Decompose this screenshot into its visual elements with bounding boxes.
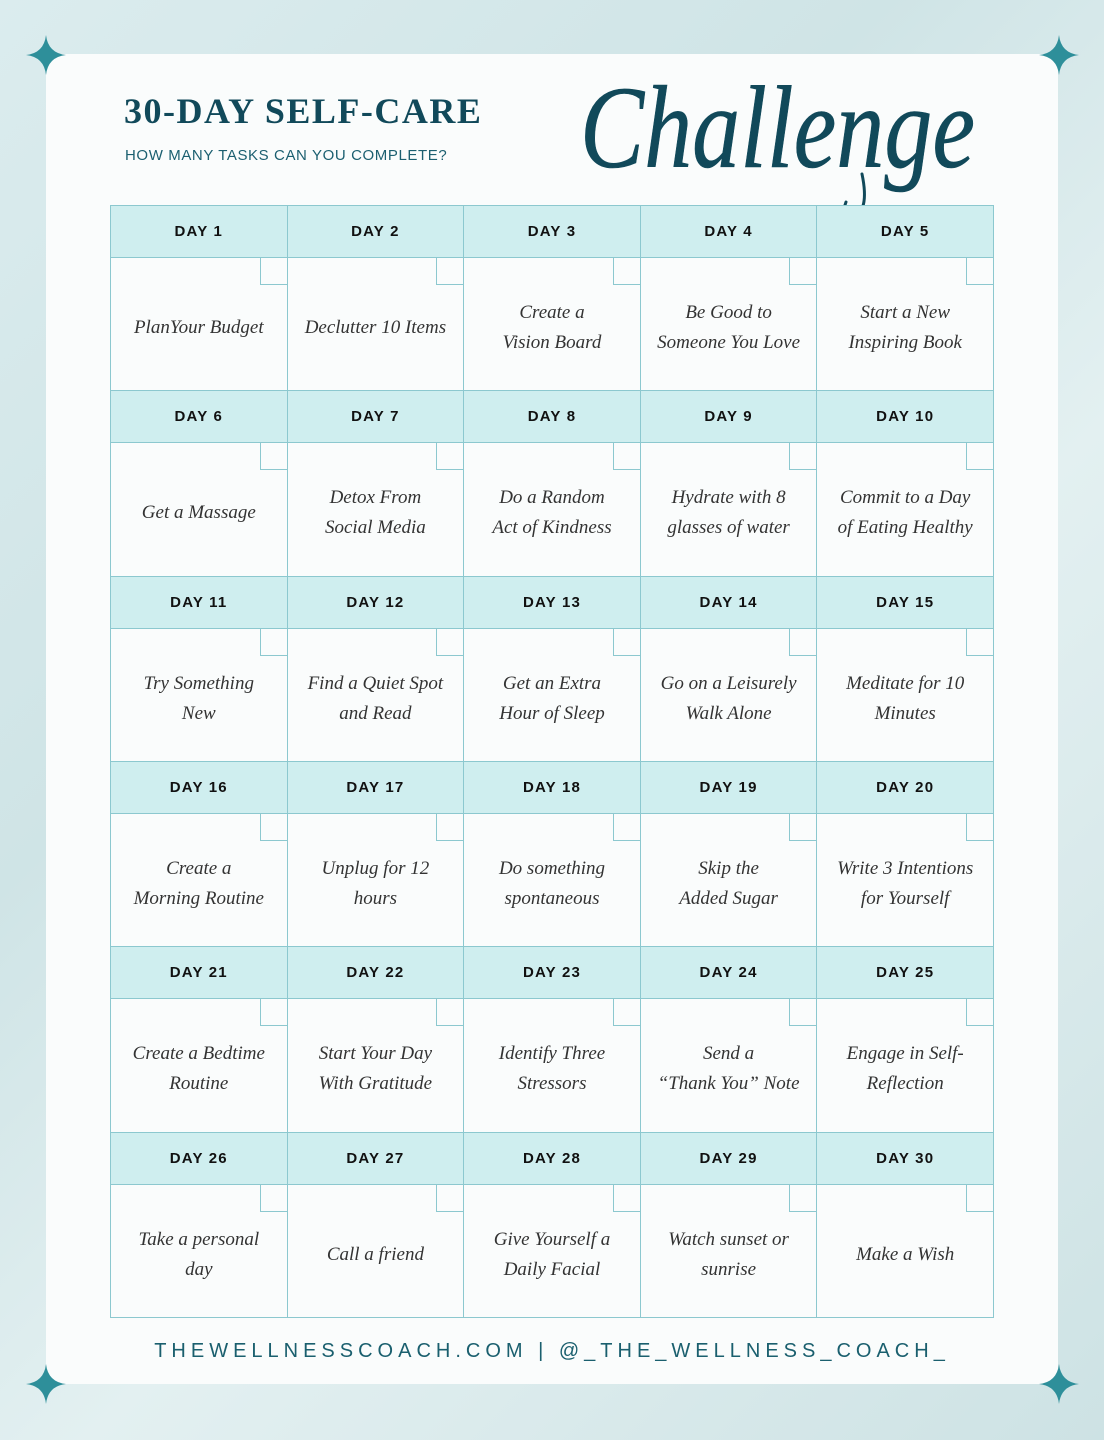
task-text: Declutter 10 Items <box>304 317 447 339</box>
day-label: DAY 8 <box>464 391 640 443</box>
day-cell <box>111 762 288 947</box>
task-box <box>641 629 817 761</box>
task-checkbox[interactable] <box>789 1185 816 1212</box>
task-checkbox[interactable] <box>436 443 463 470</box>
task-checkbox[interactable] <box>260 629 287 656</box>
task-text: Hydrate with 8 glasses of water <box>667 487 790 539</box>
challenge-script-text: Challenge <box>580 62 975 193</box>
task-box <box>111 629 287 761</box>
day-label: DAY 30 <box>817 1133 993 1185</box>
task-text: Identify Three Stressors <box>498 1043 606 1095</box>
day-cell <box>288 947 465 1132</box>
day-cell <box>288 577 465 762</box>
task-text: Go on a Leisurely Walk Alone <box>660 672 797 724</box>
task-checkbox[interactable] <box>260 443 287 470</box>
day-label: DAY 12 <box>288 577 464 629</box>
task-checkbox[interactable] <box>966 629 993 656</box>
task-checkbox[interactable] <box>436 999 463 1026</box>
task-text: Start Your Day With Gratitude <box>318 1043 433 1095</box>
page-title: 30-DAY SELF-CARE <box>124 91 483 131</box>
day-cell <box>111 391 288 576</box>
task-box <box>817 258 993 390</box>
task-checkbox[interactable] <box>789 443 816 470</box>
day-cell <box>464 1133 641 1318</box>
task-box <box>641 1185 817 1317</box>
task-text: Give Yourself a Daily Facial <box>493 1228 611 1280</box>
day-label: DAY 22 <box>288 947 464 999</box>
task-text: Send a “Thank You” Note <box>657 1043 800 1095</box>
day-label: DAY 17 <box>288 762 464 814</box>
day-cell <box>817 391 994 576</box>
task-box <box>641 258 817 390</box>
day-cell <box>464 762 641 947</box>
day-label: DAY 13 <box>464 577 640 629</box>
day-cell <box>288 762 465 947</box>
task-text: Engage in Self- Reflection <box>846 1043 964 1095</box>
day-cell <box>464 206 641 391</box>
day-cell <box>817 762 994 947</box>
task-text: Get a Massage <box>141 502 256 524</box>
day-label: DAY 16 <box>111 762 287 814</box>
day-label: DAY 11 <box>111 577 287 629</box>
day-label: DAY 24 <box>641 947 817 999</box>
task-checkbox[interactable] <box>966 258 993 285</box>
day-cell <box>288 206 465 391</box>
task-text: Find a Quiet Spot and Read <box>307 672 444 724</box>
day-label: DAY 9 <box>641 391 817 443</box>
task-box <box>288 629 464 761</box>
task-box <box>464 258 640 390</box>
day-cell <box>464 391 641 576</box>
day-cell <box>288 391 465 576</box>
day-cell <box>111 1133 288 1318</box>
task-box <box>288 1185 464 1317</box>
task-box <box>817 443 993 575</box>
day-label: DAY 20 <box>817 762 993 814</box>
task-text: Write 3 Intentions for Yourself <box>837 858 974 910</box>
task-text: Get an Extra Hour of Sleep <box>499 672 605 724</box>
task-text: Make a Wish <box>856 1243 955 1265</box>
task-text: Be Good to Someone You Love <box>657 302 801 354</box>
task-checkbox[interactable] <box>260 814 287 841</box>
task-checkbox[interactable] <box>966 999 993 1026</box>
task-checkbox[interactable] <box>260 999 287 1026</box>
task-box <box>111 999 287 1131</box>
day-label: DAY 15 <box>817 577 993 629</box>
task-text: Create a Bedtime Routine <box>132 1043 265 1095</box>
task-checkbox[interactable] <box>260 258 287 285</box>
task-text: Commit to a Day of Eating Healthy <box>837 487 973 539</box>
day-label: DAY 23 <box>464 947 640 999</box>
day-label: DAY 14 <box>641 577 817 629</box>
day-label: DAY 21 <box>111 947 287 999</box>
day-label: DAY 2 <box>288 206 464 258</box>
day-label: DAY 4 <box>641 206 817 258</box>
task-box <box>641 814 817 946</box>
task-text: Create a Morning Routine <box>133 858 264 910</box>
task-box <box>817 999 993 1131</box>
task-box <box>817 629 993 761</box>
task-checkbox[interactable] <box>436 814 463 841</box>
task-checkbox[interactable] <box>966 814 993 841</box>
day-cell <box>641 1133 818 1318</box>
task-text: Do a Random Act of Kindness <box>492 487 612 539</box>
day-cell <box>817 1133 994 1318</box>
day-label: DAY 29 <box>641 1133 817 1185</box>
day-label: DAY 7 <box>288 391 464 443</box>
sparkle-icon <box>26 35 66 75</box>
task-box <box>464 999 640 1131</box>
task-checkbox[interactable] <box>613 629 640 656</box>
day-label: DAY 1 <box>111 206 287 258</box>
day-cell <box>111 947 288 1132</box>
day-label: DAY 10 <box>817 391 993 443</box>
task-text: Try Something New <box>143 672 254 724</box>
task-checkbox[interactable] <box>436 629 463 656</box>
task-checkbox[interactable] <box>789 814 816 841</box>
task-box <box>288 814 464 946</box>
task-text: Meditate for 10 Minutes <box>846 672 965 724</box>
task-box <box>817 1185 993 1317</box>
task-text: Watch sunset or sunrise <box>668 1228 789 1280</box>
day-cell <box>641 206 818 391</box>
day-label: DAY 18 <box>464 762 640 814</box>
task-box <box>288 258 464 390</box>
day-cell <box>817 947 994 1132</box>
day-cell <box>288 1133 465 1318</box>
task-checkbox[interactable] <box>789 258 816 285</box>
task-checkbox[interactable] <box>613 443 640 470</box>
task-text: Create a Vision Board <box>502 302 602 354</box>
task-box <box>641 999 817 1131</box>
task-text: Skip the Added Sugar <box>679 858 778 910</box>
day-label: DAY 27 <box>288 1133 464 1185</box>
day-cell <box>641 762 818 947</box>
sparkle-icon <box>1039 1364 1079 1404</box>
task-checkbox[interactable] <box>966 443 993 470</box>
task-checkbox[interactable] <box>613 999 640 1026</box>
task-text: Start a New Inspiring Book <box>848 302 962 354</box>
task-box <box>464 814 640 946</box>
page-subtitle: HOW MANY TASKS CAN YOU COMPLETE? <box>125 147 448 164</box>
day-label: DAY 6 <box>111 391 287 443</box>
task-checkbox[interactable] <box>789 999 816 1026</box>
day-cell <box>111 577 288 762</box>
task-box <box>464 1185 640 1317</box>
day-cell <box>641 947 818 1132</box>
task-text: Do something spontaneous <box>498 858 606 910</box>
task-box <box>111 814 287 946</box>
task-checkbox[interactable] <box>789 629 816 656</box>
task-box <box>641 443 817 575</box>
task-checkbox[interactable] <box>260 1185 287 1212</box>
task-box <box>111 1185 287 1317</box>
task-text: Detox From Social Media <box>325 487 426 539</box>
task-box <box>111 258 287 390</box>
task-box <box>464 443 640 575</box>
challenge-grid <box>110 205 994 1318</box>
task-checkbox[interactable] <box>613 258 640 285</box>
day-cell <box>817 206 994 391</box>
task-box <box>111 443 287 575</box>
task-box <box>288 443 464 575</box>
task-checkbox[interactable] <box>613 1185 640 1212</box>
challenge-script-title <box>570 62 990 222</box>
task-checkbox[interactable] <box>613 814 640 841</box>
task-text: Unplug for 12 hours <box>321 858 430 910</box>
task-box <box>464 629 640 761</box>
day-cell <box>641 577 818 762</box>
task-text: Call a friend <box>326 1243 424 1265</box>
task-text: Take a personal day <box>138 1228 260 1280</box>
day-cell <box>464 947 641 1132</box>
day-label: DAY 19 <box>641 762 817 814</box>
day-cell <box>464 577 641 762</box>
day-cell <box>641 391 818 576</box>
task-checkbox[interactable] <box>436 1185 463 1212</box>
day-label: DAY 3 <box>464 206 640 258</box>
sparkle-icon <box>1039 35 1079 75</box>
task-box <box>817 814 993 946</box>
day-cell <box>111 206 288 391</box>
footer-contact: THEWELLNESSCOACH.COM | @_THE_WELLNESS_COACH_ <box>154 1340 950 1362</box>
task-box <box>288 999 464 1131</box>
day-label: DAY 25 <box>817 947 993 999</box>
day-label: DAY 28 <box>464 1133 640 1185</box>
task-checkbox[interactable] <box>966 1185 993 1212</box>
day-label: DAY 5 <box>817 206 993 258</box>
sparkle-icon <box>26 1364 66 1404</box>
day-cell <box>817 577 994 762</box>
task-checkbox[interactable] <box>436 258 463 285</box>
day-label: DAY 26 <box>111 1133 287 1185</box>
task-text: PlanYour Budget <box>133 317 264 339</box>
